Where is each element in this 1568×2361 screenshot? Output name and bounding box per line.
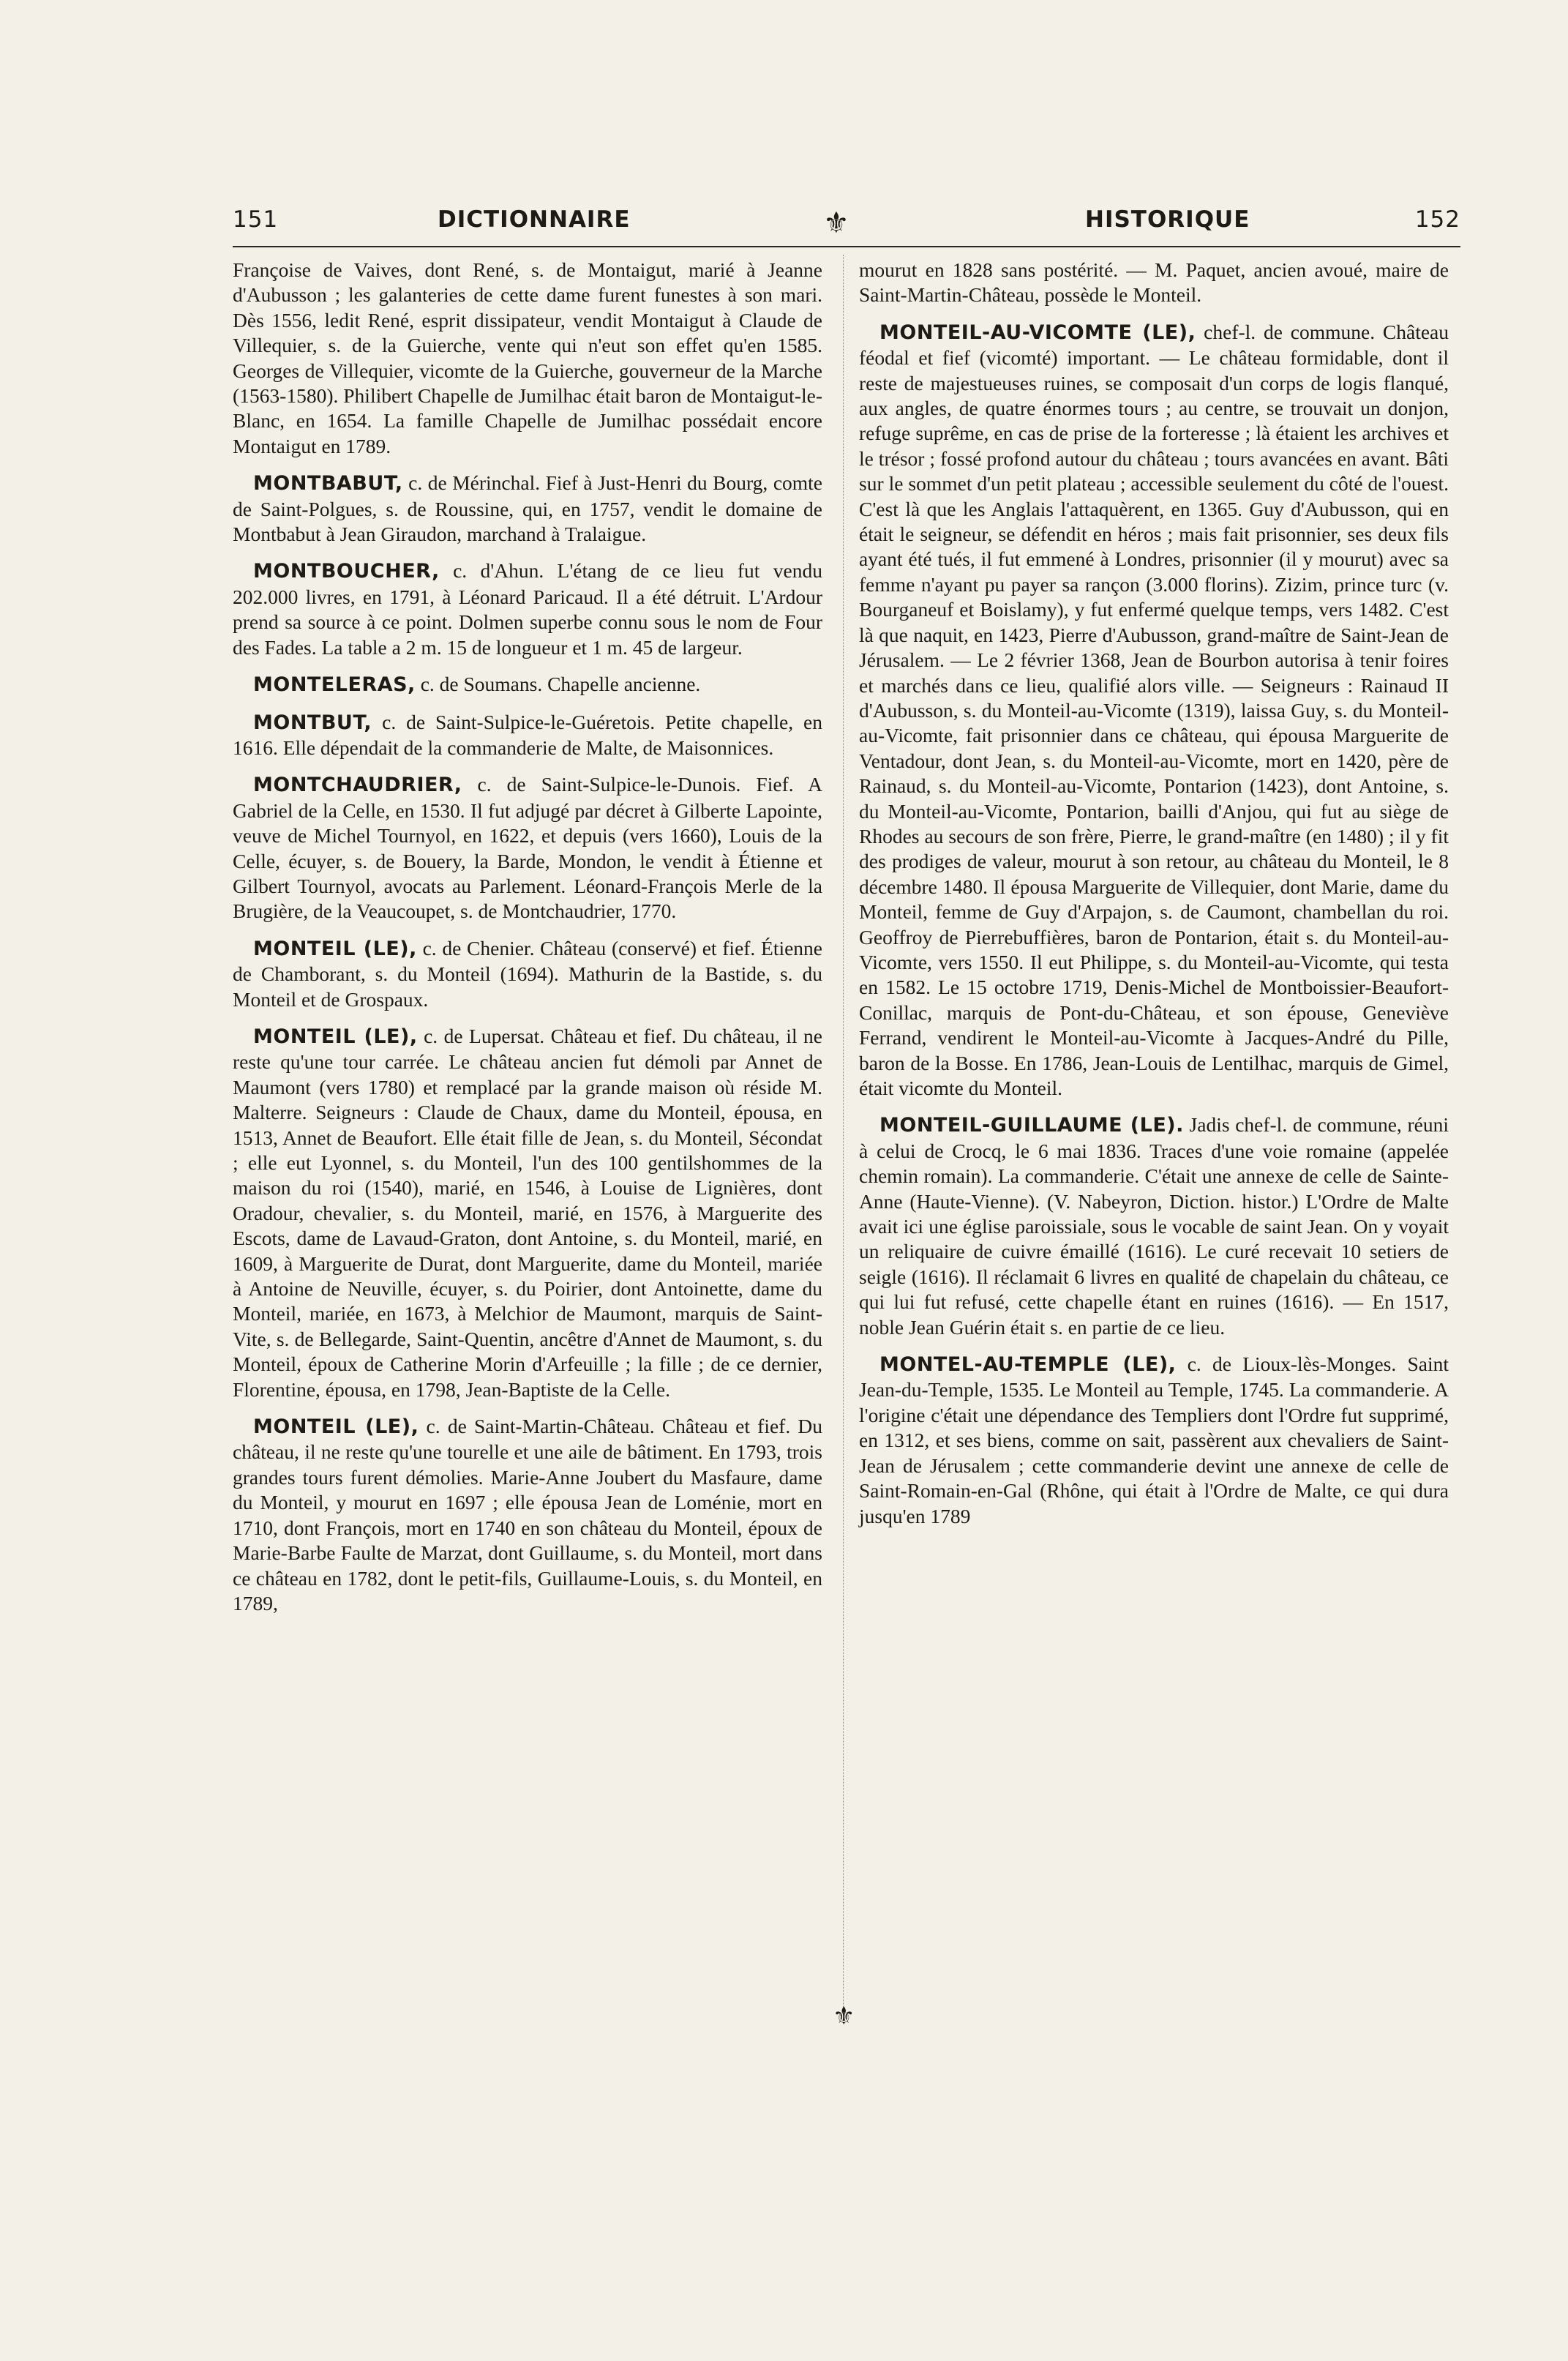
entry-text: chef-l. de commune. Château féodal et fief (vicomté) important. — Le château formidable, dont il reste de majestueuses ruines, se composait d'un corps de logis flanqué, aux angles, de quatre énormes tours ; au centre, se trouvait un donjon, refuge suprême, en cas de prise de la forteresse ; là étaient les archives et le trésor ; fossé profond autour du château ; tours avancées en avant. Bâti sur le sommet d'un petit plateau ; accessible seulement du côté de l'ouest. C'est là que les Anglais l'attaquèrent, en 1365. Guy d'Aubusson, qui en était le seigneur, se défendit en héros ; mais fait prisonnier, ses deux fils ayant été tués, il fut emmené à Londres, prisonnier (il y mourut) avec sa femme n'ayant pu payer sa rançon (3.000 florins). Zizim, prince turc (v. Bourganeuf et Boislamy), y fut enfermé quelque temps, vers 1482. C'est là que naquit, en 1423, Pierre d'Aubusson, grand-maître de Saint-Jean de Jérusalem. — Le 2 février 1368, Jean de Bourbon autorisa à tenir foires et marchés dans ce lieu, qualifié alors ville. — Seigneurs : Rainaud II d'Aubusson, s. du Monteil-au-Vicomte (1319), laissa Guy, s. du Monteil-au-Vicomte, fait prisonnier dans ce château, qui épousa Marguerite de Ventadour, dont Jean, s. du Monteil-au-Vicomte, mort en 1420, père de Rainaud, s. du Monteil-au-Vicomte, Pontarion (1423), dont Antoine, s. du Monteil-au-Vicomte, Pontarion, bailli d'Anjou, qui fut au siège de Rhodes au secours de son frère, Pierre, le grand-maître (en 1480) ; il y fit des prodiges de valeur, mourut à son retour, au château du Monteil, le 8 décembre 1480. Il épousa Marguerite de Villequier, dont Marie, dame du Monteil, femme de Guy d'Arpajon, s. de Caumont, chambellan du roi. Geoffroy de Pierrebuffières, baron de Pontarion, était s. du Monteil-au-Vicomte, vers 1550. Il eut Philippe, s. du Monteil-au-Vicomte, qui testa en 1582. Le 15 octobre 1719, Denis-Michel de Montboissier-Beaufort-Conillac, marquis de Pont-du-Château, et son épouse, Geneviève Ferrand, vendirent le Monteil-au-Vicomte à Jacques-André du Pille, baron de la Bosse. En 1786, Jean-Louis de Lentilhac, marquis de Gimel, était vicomte du Monteil.: [859, 320, 1449, 1099]
entry-continuation: [859, 258, 1449, 308]
entry-headword: MONTBUT,: [253, 711, 372, 734]
entry-headword: MONTEIL (LE),: [253, 1415, 419, 1439]
fleuron-ornament-icon: ⚜: [823, 206, 850, 240]
entry-text: Françoise de Vaives, dont René, s. de Montaigut, marié à Jeanne d'Aubusson ; les galanteries de cette dame furent funestes à son mari. Dès 1556, ledit René, esprit dissipateur, vendit Montaigut à Claude de Villequier, s. de la Guierche, vente qui n'eut son effet qu'en 1585. Georges de Villequier, vicomte de la Guierche, gouverneur de la Marche (1563-1580). Philibert Chapelle de Jumilhac était baron de Montaigut-le-Blanc, en 1654. La famille Chapelle de Jumilhac possédait encore Montaigut en 1789.: [233, 258, 822, 457]
left-column: [233, 258, 822, 1616]
running-title-right: HISTORIQUE: [1085, 206, 1250, 233]
entry-headword: MONTEIL (LE),: [253, 937, 417, 960]
entry: [233, 1024, 822, 1402]
entry-headword: MONTEIL-AU-VICOMTE (LE),: [879, 321, 1196, 344]
right-column: [859, 258, 1449, 1529]
entry-headword: MONTEIL-GUILLAUME (LE).: [879, 1114, 1184, 1137]
entry-text: c. de Chenier. Château (conservé) et fief. Étienne de Chamborant, s. du Monteil (1694). Mathurin de la Bastide, s. du Monteil et de Grospaux.: [233, 936, 823, 1011]
entry-text: Jadis chef-l. de commune, réuni à celui de Crocq, le 6 mai 1836. Traces d'une voie romaine (appelée chemin romain). La commanderie. C'était une annexe de celle de Sainte-Anne (Haute-Vienne). (V. Nabeyron, Diction. histor.) L'Ordre de Malte avait ici une église paroissiale, sous le vocable de saint Jean. On y voyait un reliquaire de cuivre émaillé (1616). Le curé recevait 10 setiers de seigle (1616). Il réclamait 6 livres en qualité de chapelain du château, ce qui lui fut refusé, cette chapelle étant en ruines (1616). — En 1517, noble Jean Guérin était s. en partie de ce lieu.: [859, 1113, 1449, 1339]
entry-headword: MONTELERAS,: [253, 673, 416, 697]
entry-text: c. de Saint-Sulpice-le-Dunois. Fief. A Gabriel de la Celle, en 1530. Il fut adjugé par décret à Gilberte Lapointe, veuve de Michel Tournyol, en 1622, et depuis (vers 1660), Louis de la Celle, écuyer, s. de Bouery, la Barde, Mondon, le vendit à Étienne et Gilbert Tournyol, avocats au Parlement. Léonard-François Merle de la Brugière, de la Veaucoupet, s. de Montchaudrier, 1770.: [233, 773, 822, 923]
entry: [233, 710, 822, 761]
entry: [859, 320, 1449, 1101]
entry-text: c. de Mérinchal. Fief à Just-Henri du Bourg, comte de Saint-Polgues, s. de Roussine, qui, en 1757, vendit le domaine de Montbabut à Jean Giraudon, marchand à Tralaigue.: [233, 471, 823, 546]
entry-headword: MONTBABUT,: [253, 472, 403, 495]
entry: [233, 936, 822, 1012]
entry-text: c. de Lupersat. Château et fief. Du château, il ne reste qu'une tour carrée. Le château ancien fut démoli par Annet de Maumont (vers 1780) et remplacé par la grande maison où réside M. Malterre. Seigneurs : Claude de Chaux, dame du Monteil, épousa, en 1513, Annet de Beaufort. Elle était fille de Jean, s. du Monteil, Sécondat ; elle eut Lyonnel, s. du Monteil, l'un des 100 gentilshommes de la maison du roi (1540), marié, en 1546, à Louise de Lignières, dont Oradour, chevalier, s. du Monteil, marié, en 1576, à Marguerite des Escots, dame de Lavaud-Graton, dont Antoine, s. du Monteil, marié, en 1609, à Marguerite de Durat, dont Marguerite, dame du Monteil, mariée à Antoine de Neuville, écuyer, s. du Poirier, dont Antoinette, dame du Monteil, mariée, en 1673, à Melchior de Maumont, marquis de Saint-Vite, s. de Bellegarde, Saint-Quentin, ancêtre d'Annet de Maumont, s. du Monteil, époux de Catherine Morin d'Arfeuille ; la fille ; de ce dernier, Florentine, épousa, en 1798, Jean-Baptiste de la Celle.: [233, 1024, 823, 1401]
entry-continuation: [233, 258, 822, 459]
page-number-left: 151: [233, 206, 279, 233]
entry-text: mourut en 1828 sans postérité. — M. Paquet, ancien avoué, maire de Saint-Martin-Château, possède le Monteil.: [859, 258, 1449, 307]
entry-headword: MONTCHAUDRIER,: [253, 774, 462, 797]
header-rule: [233, 246, 1460, 247]
bottom-fleuron-icon: ⚜: [833, 2003, 855, 2030]
entry: [233, 471, 822, 547]
running-title-left: DICTIONNAIRE: [438, 206, 631, 233]
entry: [233, 672, 822, 697]
entry-text: c. de Saint-Sulpice-le-Guéretois. Petite chapelle, en 1616. Elle dépendait de la commanderie de Malte, de Maisonnices.: [233, 710, 822, 759]
entry-text: c. d'Ahun. L'étang de ce lieu fut vendu 202.000 livres, en 1791, à Léonard Paricaud. Il a été détruit. L'Ardour prend sa source à ce point. Dolmen superbe connu sous le nom de Four des Fades. La table a 2 m. 15 de longueur et 1 m. 45 de largeur.: [233, 559, 822, 659]
column-divider: [843, 255, 844, 2011]
entry-text: c. de Lioux-lès-Monges. Saint Jean-du-Temple, 1535. Le Monteil au Temple, 1745. La commanderie. A l'origine c'était une dépendance des Templiers dont l'Ordre fut supprimé, en 1312, et ses biens, comme on sait, passèrent aux chevaliers de Saint-Jean de Jérusalem ; cette commanderie devint une annexe de celle de Saint-Romain-en-Gal (Rhône, qui était à l'Ordre de Malte, ce qui dura jusqu'en 1789: [859, 1352, 1449, 1527]
entry-headword: MONTEL-AU-TEMPLE (LE),: [879, 1353, 1177, 1377]
entry: [859, 1112, 1449, 1340]
entry-headword: MONTEIL (LE),: [253, 1025, 418, 1048]
entry-text: c. de Saint-Martin-Château. Château et fief. Du château, il ne reste qu'une tourelle et une aile de bâtiment. En 1793, trois grandes tours furent démolies. Marie-Anne Joubert du Masfaure, dame du Monteil, y mourut en 1697 ; elle épousa Jean de Loménie, mort en 1710, dont François, mort en 1740 en son château du Monteil, époux de Marie-Barbe Faulte de Marzat, dont Guillaume, s. du Monteil, mort dans ce château en 1782, dont le petit-fils, Guillaume-Louis, s. du Monteil, en 1789,: [233, 1415, 823, 1614]
entry-headword: MONTBOUCHER,: [253, 560, 440, 583]
running-header: [233, 202, 1460, 243]
entry: [233, 772, 822, 924]
entry-text: c. de Soumans. Chapelle ancienne.: [420, 673, 701, 696]
entry: [233, 558, 822, 660]
entry: [859, 1352, 1449, 1529]
page-number-right: 152: [1414, 206, 1460, 233]
entry: [233, 1414, 822, 1616]
